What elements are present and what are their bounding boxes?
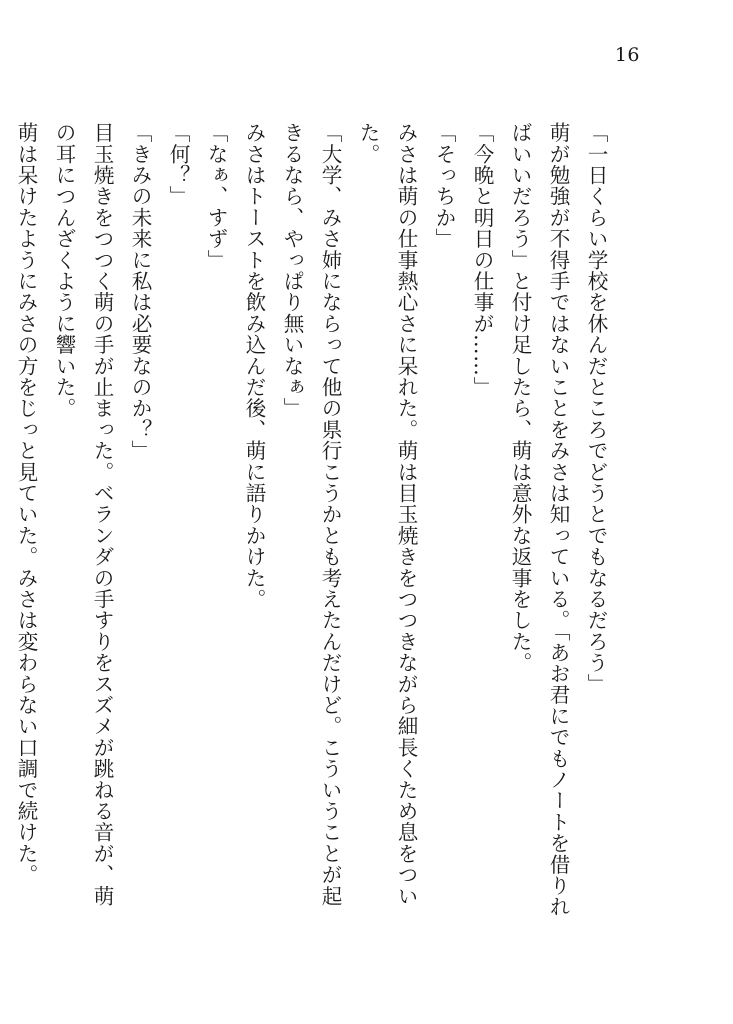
paragraph: 萌は呆けたようにみさの方をじっと見ていた。みさは変わらない口調で続けた。	[14, 122, 38, 886]
paragraph: 「今晩と明日の仕事が……」	[470, 122, 494, 398]
paragraph: 「一日くらい学校を休んだところでどうとでもなるだろう」	[584, 122, 608, 695]
paragraph: 「何？」	[166, 122, 190, 207]
paragraph: 「なぁ、すず」	[204, 122, 228, 271]
paragraph: みさはトーストを飲み込んだ後、萌に語りかけた。	[242, 122, 266, 610]
paragraph: 「きみの未来に私は必要なのか？」	[128, 122, 152, 462]
paragraph: 目玉焼きをつつく萌の手が止まった。ベランダの手すりをスズメが跳ねる音が、萌の耳につんざくように響いた。	[52, 122, 114, 907]
paragraph: 「大学、みさ姉にならって他の県行こうかとも考えたんだけど。こういうことが起きるなら、やっぱり無いなぁ」	[280, 122, 342, 907]
page-number: 16	[614, 44, 640, 66]
vertical-text-body	[7, 122, 615, 922]
paragraph: 「そっちか」	[432, 122, 456, 250]
paragraph: みさは萌の仕事熱心さに呆れた。萌は目玉焼きをつつきながら細長くため息をついた。	[356, 122, 418, 907]
paragraph: 萌が勉強が不得手ではないことをみさは知っている。「あお君にでもノートを借りればいいだろう」と付け足したら、萌は意外な返事をした。	[508, 122, 570, 918]
